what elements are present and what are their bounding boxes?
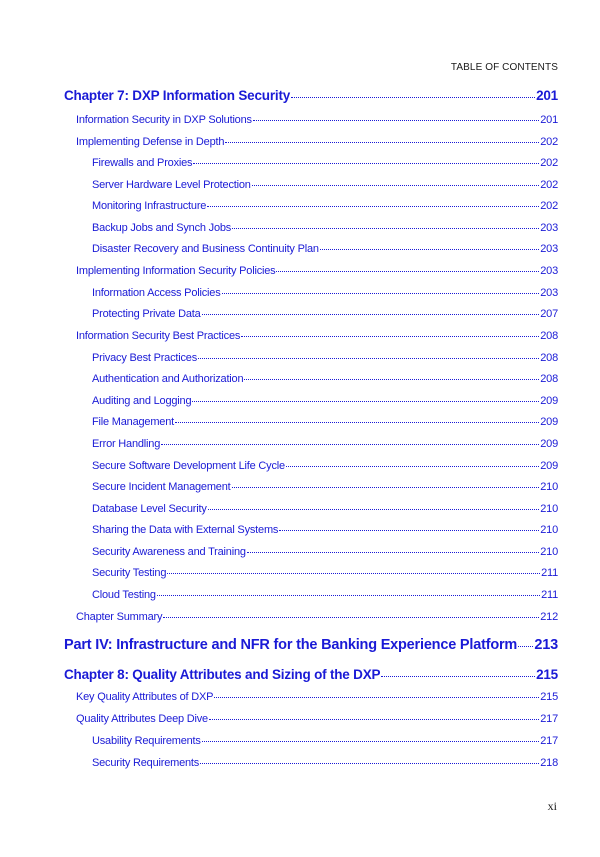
toc-entry-title: Implementing Defense in Depth — [76, 136, 225, 148]
dot-leader — [209, 719, 539, 720]
toc-entry-title: File Management — [92, 416, 174, 428]
toc-entry[interactable] — [92, 200, 558, 212]
toc-entry-title: Information Security Best Practices — [76, 330, 241, 342]
toc-entry[interactable] — [76, 713, 558, 725]
dot-leader — [167, 573, 540, 574]
toc-entry-title: Privacy Best Practices — [92, 352, 198, 364]
toc-entry[interactable] — [76, 136, 558, 148]
toc-entry-page: 210 — [540, 503, 558, 515]
toc-entry-page: 202 — [540, 136, 558, 148]
dot-leader — [253, 120, 539, 121]
toc-entry-title: Protecting Private Data — [92, 308, 201, 320]
toc-entry-page: 212 — [540, 611, 558, 623]
dot-leader — [286, 466, 539, 467]
toc-entry[interactable] — [92, 157, 558, 169]
dot-leader — [252, 185, 540, 186]
toc-entry[interactable] — [92, 503, 558, 515]
toc-entry-title: Sharing the Data with External Systems — [92, 524, 279, 536]
toc-entry[interactable] — [92, 287, 558, 299]
toc-entry-page: 209 — [540, 438, 558, 450]
toc-entry[interactable] — [64, 667, 558, 682]
toc-entry-title: Secure Incident Management — [92, 481, 231, 493]
toc-entry-title: Error Handling — [92, 438, 161, 450]
toc-entry-page: 209 — [540, 460, 558, 472]
dot-leader — [200, 763, 539, 764]
toc-entry-title: Monitoring Infrastructure — [92, 200, 207, 212]
toc-entry-title: Security Requirements — [92, 757, 200, 769]
toc-entry-title: Part IV: Infrastructure and NFR for the Banking Experience Platform — [64, 637, 518, 653]
toc-entry-page: 213 — [534, 637, 558, 653]
toc-entry-page: 210 — [540, 481, 558, 493]
dot-leader — [161, 444, 539, 445]
toc-entry-title: Usability Requirements — [92, 735, 201, 747]
toc-entry-title: Implementing Information Security Policies — [76, 265, 276, 277]
toc-entry-page: 208 — [540, 352, 558, 364]
toc-entry[interactable] — [92, 524, 558, 536]
toc-entry-page: 209 — [540, 395, 558, 407]
toc-entry-page: 217 — [540, 735, 558, 747]
toc-entry-title: Cloud Testing — [92, 589, 156, 601]
toc-entry-page: 210 — [540, 546, 558, 558]
toc-entry[interactable] — [92, 757, 558, 769]
toc-entry[interactable] — [92, 395, 558, 407]
toc-entry-title: Quality Attributes Deep Dive — [76, 713, 208, 725]
toc-entry[interactable] — [64, 88, 558, 103]
toc-entry[interactable] — [92, 460, 558, 472]
toc-entry[interactable] — [92, 416, 558, 428]
dot-leader — [244, 379, 539, 380]
dot-leader — [276, 271, 539, 272]
toc-entry-title: Chapter 7: DXP Information Security — [64, 88, 291, 103]
toc-entry[interactable] — [92, 243, 558, 255]
dot-leader — [202, 741, 540, 742]
toc-entry-page: 208 — [540, 373, 558, 385]
toc-entry[interactable] — [92, 438, 558, 450]
toc-entry-title: Auditing and Logging — [92, 395, 192, 407]
dot-leader — [208, 509, 540, 510]
toc-entry[interactable] — [92, 589, 558, 601]
toc-entry-page: 202 — [540, 157, 558, 169]
toc-entry[interactable] — [92, 567, 558, 579]
page-number: xi — [547, 799, 557, 813]
toc-entry[interactable] — [92, 179, 558, 191]
dot-leader — [214, 697, 539, 698]
toc-entry-page: 201 — [540, 114, 558, 126]
toc-entry-page: 211 — [541, 567, 558, 579]
toc-entry-page: 203 — [540, 243, 558, 255]
toc-entry-title: Chapter Summary — [76, 611, 163, 623]
toc-entry-page: 203 — [540, 265, 558, 277]
toc-entry-title: Disaster Recovery and Business Continuity Plan — [92, 243, 319, 255]
toc-entry-page: 202 — [540, 200, 558, 212]
dot-leader — [175, 422, 539, 423]
toc-entry[interactable] — [76, 691, 558, 703]
toc-entry[interactable] — [64, 637, 558, 653]
toc-entry-page: 210 — [540, 524, 558, 536]
toc-entry-title: Secure Software Development Life Cycle — [92, 460, 285, 472]
toc-entry-page: 211 — [541, 589, 558, 601]
dot-leader — [232, 228, 539, 229]
dot-leader — [193, 163, 539, 164]
dot-leader — [222, 293, 540, 294]
toc-entry[interactable] — [92, 373, 558, 385]
toc-entry[interactable] — [76, 114, 558, 126]
toc-entry-title: Authentication and Authorization — [92, 373, 244, 385]
toc-entry[interactable] — [76, 265, 558, 277]
toc-entry-title: Information Security in DXP Solutions — [76, 114, 252, 126]
toc-entry[interactable] — [92, 308, 558, 320]
toc-entry-title: Backup Jobs and Synch Jobs — [92, 222, 232, 234]
toc-entry-page: 215 — [540, 691, 558, 703]
dot-leader — [163, 617, 539, 618]
dot-leader — [291, 97, 535, 98]
toc-entry[interactable] — [92, 481, 558, 493]
dot-leader — [247, 552, 539, 553]
toc-entry-page: 207 — [540, 308, 558, 320]
toc-entry-page: 217 — [540, 713, 558, 725]
dot-leader — [202, 314, 540, 315]
dot-leader — [207, 206, 539, 207]
running-head: TABLE OF CONTENTS — [450, 62, 558, 73]
toc-entry-title: Information Access Policies — [92, 287, 221, 299]
dot-leader — [381, 676, 535, 677]
dot-leader — [320, 249, 539, 250]
toc-entry[interactable] — [76, 611, 558, 623]
toc-entry[interactable] — [92, 222, 558, 234]
toc-entry-title: Server Hardware Level Protection — [92, 179, 251, 191]
toc-entry-page: 208 — [540, 330, 558, 342]
dot-leader — [157, 595, 540, 596]
dot-leader — [279, 530, 539, 531]
dot-leader — [192, 401, 539, 402]
toc-entry[interactable] — [92, 546, 558, 558]
toc-entry-page: 201 — [536, 88, 558, 103]
dot-leader — [518, 646, 533, 647]
toc-entry-title: Security Awareness and Training — [92, 546, 246, 558]
toc-entry-page: 202 — [540, 179, 558, 191]
toc-entry-page: 209 — [540, 416, 558, 428]
dot-leader — [198, 358, 539, 359]
toc-entry-page: 203 — [540, 287, 558, 299]
toc-entry-title: Database Level Security — [92, 503, 207, 515]
dot-leader — [225, 142, 539, 143]
toc-entry-page: 215 — [536, 667, 558, 682]
toc-entry[interactable] — [76, 330, 558, 342]
dot-leader — [232, 487, 540, 488]
toc-entry-title: Key Quality Attributes of DXP — [76, 691, 214, 703]
toc-entry-title: Chapter 8: Quality Attributes and Sizing of the DXP — [64, 667, 381, 682]
toc-entry-title: Firewalls and Proxies — [92, 157, 193, 169]
toc-entry-title: Security Testing — [92, 567, 167, 579]
dot-leader — [241, 336, 539, 337]
toc-entry[interactable] — [92, 735, 558, 747]
toc-entry-page: 218 — [540, 757, 558, 769]
toc-entry[interactable] — [92, 352, 558, 364]
toc-entry-page: 203 — [540, 222, 558, 234]
